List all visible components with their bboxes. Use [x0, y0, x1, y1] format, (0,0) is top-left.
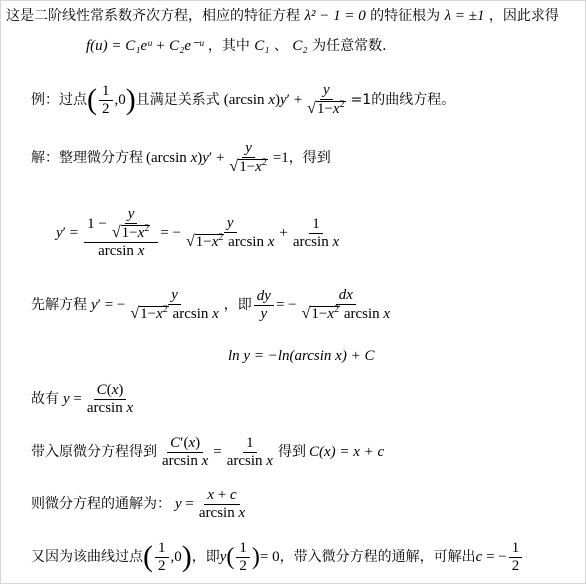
- log-solution: ln y = −ln(arcsin x) + C: [228, 348, 375, 364]
- example-line: 例：过点 ( $\frac{1}{2}$ ,0 ) 且满足关系式 (arcsin x)y′ + y √ $1-x^2$ =1的曲线方程。: [31, 82, 456, 117]
- where-text: ，其中: [207, 38, 250, 54]
- example-end-text: =1的曲线方程。: [350, 92, 456, 108]
- point-fraction: $\frac{1}{2}$: [99, 83, 113, 118]
- solution-label: 解：整理微分方程: [31, 150, 143, 166]
- constant-c2: C₂: [292, 38, 308, 54]
- compound-fraction: 1 − y √ $1-x^2$ arcsin x: [84, 206, 158, 260]
- passes-through-text: 又因为该曲线过点: [31, 549, 143, 565]
- derivative-expression: y ′ = 1 − y √ $1-x^2$ arcsin x = − y √ $1-x^2$ arcsin x + $\frac{1}{\text{arcsin x}}$: [56, 200, 344, 266]
- c-value: $\frac{1}{2}$: [509, 540, 523, 575]
- characteristic-roots: λ = ±1: [444, 8, 485, 24]
- general-solution-step: 则微分方程的通解为： y = $\frac{x + c}{\text{arcsin x}}$: [31, 486, 246, 521]
- homogeneous-step: 先解方程 y′ = − y √ $1-x^2$ arcsin x ，即 $\frac{dy}{y}$ = − dx √ $1-x^2$ arcsin x: [31, 287, 391, 322]
- general-solution-label: 则微分方程的通解为：: [31, 496, 171, 512]
- substitute-label: 带入原微分方程得到: [31, 444, 157, 460]
- substitute-line: 带入原微分方程得到 $\frac{C'(x)}{\text{arcsin x}}$ = $\frac{1}{\text{arcsin x}}$ 得到 C(x) = x + c: [31, 434, 385, 469]
- get-text: 得到: [277, 444, 306, 460]
- general-solution-formula: f(u) = C₁eᵘ + C₂e⁻ᵘ: [86, 38, 204, 54]
- condition-text: 且满足关系式: [135, 92, 220, 108]
- intro-line: [6, 7, 559, 25]
- second-term-fraction: $\frac{1}{\text{arcsin x}}$: [292, 215, 340, 250]
- relation-fraction: y √ $1-x^2$: [307, 82, 345, 117]
- c-of-x-result: C(x) = x + c: [308, 444, 385, 460]
- solution-fraction: y √ $1-x^2$: [229, 140, 267, 175]
- intro-text-3: ，因此求得: [488, 8, 559, 24]
- arbitrary-constants-text: 为任意常数.: [312, 38, 387, 54]
- that-is-text: ，即: [223, 297, 252, 313]
- therefore-line: 故有 y = $\frac{C(x)}{\text{arcsin x}}$: [31, 381, 134, 416]
- separator: 、: [273, 38, 288, 54]
- therefore-label: 故有: [31, 391, 59, 407]
- final-line: 又因为该曲线过点 ( $\frac{1}{2}$ ,0 ) ，即 y ( $\frac{1}{2}$ ) = 0 ，带入微分方程的通解，可解出 c = − $\frac{1}{2}$: [31, 536, 524, 578]
- constant-c1: C₁: [254, 38, 270, 54]
- first-term-fraction: y √ $1-x^2$ arcsin x: [185, 215, 275, 250]
- solve-first-label: 先解方程: [31, 297, 87, 313]
- solution-line: 解：整理微分方程 (arcsin x)y′ + y √ $1-x^2$ =1 ，得到: [31, 140, 331, 175]
- that-is-text-2: ，即: [191, 549, 220, 565]
- intro-text: 这是二阶线性常系数齐次方程，相应的特征方程: [6, 8, 300, 24]
- general-solution-line: [86, 37, 387, 55]
- solve-text: ，带入微分方程的通解，可解出: [279, 549, 476, 565]
- intro-text-2: 的特征根为: [370, 8, 441, 24]
- example-label: 例：过点: [31, 92, 87, 108]
- solution-end-text: ，得到: [288, 150, 331, 166]
- characteristic-equation: λ² − 1 = 0: [304, 8, 366, 24]
